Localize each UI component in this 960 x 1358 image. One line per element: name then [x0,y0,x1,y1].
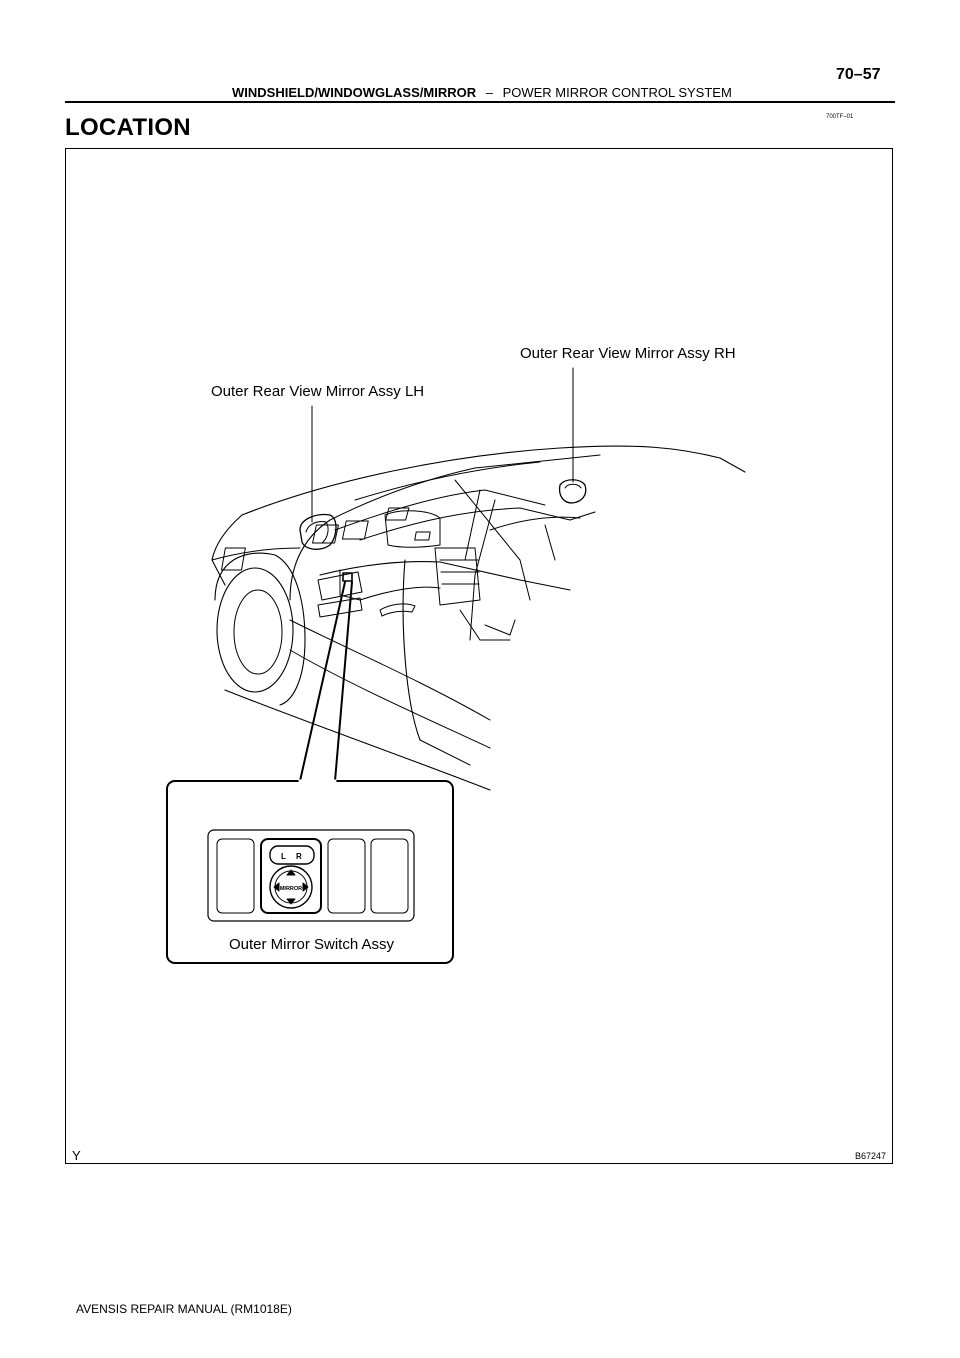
label-switch: Outer Mirror Switch Assy [229,936,395,953]
header-section: WINDSHIELD/WINDOWGLASS/MIRROR [232,85,477,100]
dashboard-top [320,562,570,590]
door-handle [380,604,415,616]
instrument-cluster [385,511,440,548]
page-title: LOCATION [65,114,191,141]
front-wheel-inner [234,590,282,674]
switch-l-text: L [281,852,286,861]
switch-r-text: R [296,852,302,861]
windshield-dash [360,508,595,540]
roof-inner [355,462,540,500]
center-vent-left [313,525,339,543]
label-mirror-lh: Outer Rear View Mirror Assy LH [211,383,425,400]
center-vent-right [342,521,368,539]
switch-mirror-text: MIRROR [279,886,303,892]
side-vent-rh [386,508,409,520]
page-number: 70–57 [836,66,881,83]
corner-mark: Y [72,1148,81,1163]
sill-line [290,620,490,720]
figure-number: B67247 [855,1151,887,1161]
doc-code: 700TF–01 [826,114,854,120]
header-subsection: POWER MIRROR CONTROL SYSTEM [502,85,732,100]
wheel-arch [215,553,305,705]
label-mirror-rh: Outer Rear View Mirror Assy RH [520,345,736,362]
a-pillar [290,520,330,600]
footer-manual: AVENSIS REPAIR MANUAL (RM1018E) [76,1302,292,1316]
header-separator: – [485,85,493,100]
mirror-rh-shape [560,480,586,503]
body-side [225,690,490,790]
